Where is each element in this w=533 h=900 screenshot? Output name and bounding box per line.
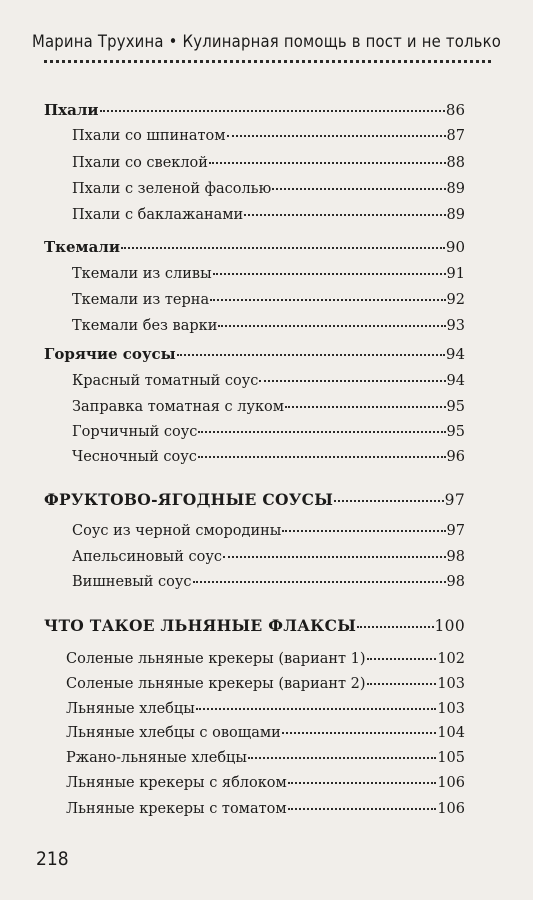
dot-leader [357,626,433,628]
dot-leader [282,530,445,532]
toc-entry-title: Горячие соусы [44,345,176,363]
toc-entry [44,423,465,441]
toc-entry-title: Ткемали из сливы [72,266,212,282]
toc-entry [44,800,465,818]
toc-entry-page: 94 [445,345,465,363]
toc-entry [44,101,465,119]
toc-entry-page: 103 [437,701,465,717]
dot-leader [367,658,437,660]
toc-entry [44,238,465,256]
dot-leader [198,431,445,433]
toc-entry-title: Пхали [44,101,99,119]
toc-entry-page: 95 [446,424,465,440]
toc-entry [44,180,465,198]
dot-leader [121,247,445,249]
dot-leader [367,683,437,685]
toc-entry-title: Ткемали без варки [72,318,218,334]
dot-leader [244,214,445,216]
toc-entry-page: 98 [446,574,465,590]
toc-entry [44,154,465,172]
dot-leader [213,273,446,275]
toc-entry-page: 98 [446,549,465,565]
dot-leader [223,556,446,558]
toc-entry [44,573,465,591]
running-header: Марина Трухина • Кулинарная помощь в пост и не только [31,32,502,51]
toc-entry-title: Пхали со свеклой [72,155,208,171]
toc-entry-page: 89 [446,207,465,223]
toc-entry [44,206,465,224]
toc-entry [44,522,465,540]
toc-entry-title: Льняные крекеры с томатом [66,801,287,817]
dot-leader [100,110,445,112]
toc-entry-title: Пхали со шпинатом [72,128,226,144]
dot-leader [193,581,446,583]
toc-entry [44,491,465,509]
toc-entry-title: Чесночный соус [72,449,197,465]
dot-leader [288,808,437,810]
toc-entry [44,700,465,718]
toc-entry-page: 102 [437,651,465,667]
header-divider [44,60,491,63]
toc-entry [44,345,465,363]
dot-leader [248,757,436,759]
toc-entry [44,724,465,742]
dot-leader [227,135,446,137]
toc-entry-title: ЧТО ТАКОЕ ЛЬНЯНЫЕ ФЛАКСЫ [44,616,357,635]
toc-entry-page: 87 [446,128,465,144]
toc-entry-title: ФРУКТОВО-ЯГОДНЫЕ СОУСЫ [44,490,334,509]
toc-entry [44,265,465,283]
toc-entry-page: 103 [437,676,465,692]
toc-entry-page: 100 [434,617,465,635]
dot-leader [259,380,445,382]
toc-entry-page: 93 [446,318,465,334]
toc-entry-title: Пхали с баклажанами [72,207,244,223]
toc-entry-page: 95 [446,399,465,415]
toc-entry [44,398,465,416]
toc-entry [44,548,465,566]
toc-entry [44,675,465,693]
dot-leader [196,708,437,710]
dot-leader [218,325,445,327]
toc-entry-title: Льняные хлебцы [66,701,195,717]
toc-entry-page: 91 [446,266,465,282]
toc-entry-page: 97 [444,491,465,509]
toc-entry-title: Ржано-льняные хлебцы [66,750,247,766]
dot-leader [285,406,445,408]
toc-entry [44,372,465,390]
toc-entry-title: Вишневый соус [72,574,192,590]
toc-entry [44,291,465,309]
toc-entry-page: 97 [446,523,465,539]
page-number: 218 [36,848,69,870]
toc-entry-title: Заправка томатная с луком [72,399,285,415]
toc-entry-page: 106 [437,801,465,817]
toc-entry-page: 89 [446,181,465,197]
toc-entry-page: 90 [445,238,465,256]
toc-entry-page: 92 [446,292,465,308]
dot-leader [210,299,445,301]
toc-entry [44,650,465,668]
toc-entry-title: Апельсиновый соус [72,549,222,565]
toc-entry-page: 86 [445,101,465,119]
dot-leader [198,456,446,458]
toc-entry-title: Пхали с зеленой фасолью [72,181,272,197]
toc-entry-title: Ткемали из терна [72,292,210,308]
toc-entry-title: Соленые льняные крекеры (вариант 1) [66,651,366,667]
dot-leader [177,354,445,356]
dot-leader [282,732,437,734]
dot-leader [288,782,436,784]
toc-entry-title: Льняные хлебцы с овощами [66,725,281,741]
toc-entry-page: 88 [446,155,465,171]
toc-entry-page: 105 [437,750,465,766]
toc-entry-title: Ткемали [44,238,120,256]
toc-entry-page: 94 [446,373,465,389]
toc-entry [44,317,465,335]
toc-entry-page: 96 [446,449,465,465]
toc-entry [44,749,465,767]
dot-leader [272,188,445,190]
toc-entry-page: 104 [437,725,465,741]
toc-entry-title: Соленые льняные крекеры (вариант 2) [66,676,366,692]
dot-leader [209,162,446,164]
toc-entry-page: 106 [437,775,465,791]
toc-entry [44,617,465,635]
toc-entry [44,448,465,466]
dot-leader [334,500,443,502]
toc-entry [44,127,465,145]
toc-entry-title: Красный томатный соус [72,373,259,389]
toc-entry-title: Горчичный соус [72,424,198,440]
toc-entry-title: Льняные крекеры с яблоком [66,775,287,791]
toc-entry-title: Соус из черной смородины [72,523,282,539]
toc-entry [44,774,465,792]
